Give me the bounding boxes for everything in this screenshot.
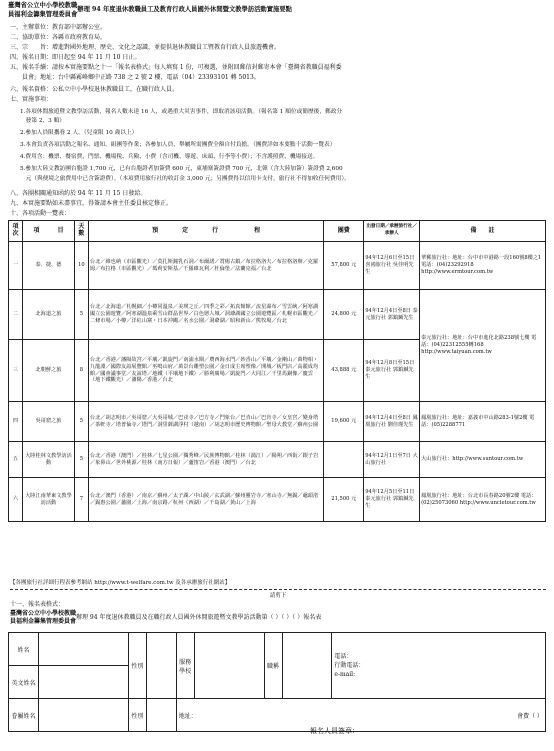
org-line-1: 臺灣省公立中小學校教職 bbox=[8, 2, 78, 9]
row-depart: 94年12月1日至7日 大山旅行社 bbox=[364, 442, 420, 478]
section-5b: 員會」地址：台中縣霧峰鄉中正路 738 之 2 號 2 樓，電話（04）23393101 轉 5013。 bbox=[10, 74, 260, 81]
table-note: 【各團旅行社詳細行程表參考網站 http://www.t-welfare.com.tw 及各承辦旅行社網站】 bbox=[10, 580, 231, 586]
row-item: 北海道之旅 bbox=[22, 290, 74, 340]
item-5: 5.參加大陸文教訪團台胞證 1,700 元，已有台胞證者加簽費 600 元，東埔寨簽證費 700 元，北韓（含大陸加簽）簽證費 2,600 bbox=[20, 166, 343, 172]
title-label: 職稱 bbox=[264, 633, 282, 699]
header-depart: 出發日期／承辦旅行社／承辦人 bbox=[364, 221, 420, 242]
row-fee bbox=[324, 442, 364, 478]
section-3: 三、宗 旨：增進對國外地理、歷史、文化之認識，並提供退休教職員工暨教育行政人員旅遊機會。 bbox=[10, 44, 281, 51]
row-no: 三 bbox=[9, 340, 23, 402]
english-name-field[interactable] bbox=[38, 666, 128, 699]
row-days: 5 bbox=[74, 402, 88, 442]
table-row bbox=[9, 478, 546, 522]
header-no: 項次 bbox=[9, 221, 23, 242]
table-row bbox=[9, 290, 546, 340]
row-item: 北朝鮮之旅 bbox=[22, 340, 74, 402]
email-label: e-mail: bbox=[334, 671, 356, 678]
row-remark: 大山旅行社：http://www.suntour.com.tw bbox=[420, 442, 546, 478]
header-item: 項 目 bbox=[22, 221, 74, 242]
row-days: 8 bbox=[74, 340, 88, 402]
org-line-2: 員福利金籌集管理委員會 bbox=[8, 10, 78, 18]
row-no: 六 bbox=[9, 478, 23, 522]
form-row-1 bbox=[9, 633, 546, 666]
row-item: 吳哥窟之旅 bbox=[22, 402, 74, 442]
row-item: 泰、捷、德 bbox=[22, 242, 74, 290]
header-itinerary: 預 定 行 程 bbox=[88, 221, 323, 242]
item-1: 1.各項休閒旅遊暨文教學訪活動，報名人數未達 16 人，或遇重大災害事件，即取消該項活動。（報名第 1 順位或簡歷後，郵政分 bbox=[20, 109, 343, 115]
row-depart: 94年12月5日至11日 泰元旅行社 郭鎮鍼先生 bbox=[364, 478, 420, 522]
family-gender-label: 性別 bbox=[128, 699, 146, 732]
row-remark: 鳳凰旅行社：地址：台北市長春路20號2樓 電話：(02)25073060 http://www.uncletour.com.tw bbox=[420, 478, 546, 522]
gender-field[interactable] bbox=[146, 633, 176, 699]
address-field[interactable] bbox=[176, 699, 545, 732]
row-itinerary: 台北／胡志明市／吳哥窟／大吳哥城／巴戎寺／巴方寺／鬥象台／巴肯山／巴肯寺／女皇宮／變身塔／茶軒寺／塔普倫寺／塔門／洞里薩湖浮村（越南）／胡志明市歷史博物館／聖母大教堂／蘇州公園 bbox=[88, 402, 323, 442]
form-org-2: 員福利金籌集管理委員會 bbox=[10, 618, 77, 625]
title-field[interactable] bbox=[282, 633, 332, 699]
phone-label: 電話： bbox=[334, 653, 353, 660]
row-itinerary: 台北／香港（澳門）／桂林／七星公園／獨秀峰／民族博物館／桂林（漓江）／陽朔／西街／銀子岩／象鼻山／世外桃源／桂林（南方日報）／蘆笛岩／香港（澳門）／台北 bbox=[88, 442, 323, 478]
row-fee: 24,800 元 bbox=[324, 290, 364, 340]
mobile-label: 行動電話： bbox=[334, 662, 365, 669]
header-days: 天數 bbox=[74, 221, 88, 242]
section-5: 五、報名手續：請按本實施要點之十一「報名表格式」每人填寫 1 份，可複選，並附回郵信封郵寄本會「臺灣省教職員福利委 bbox=[10, 64, 342, 71]
row-remark: 鳳凰旅行社：地址：嘉義市中山路283-1號2樓 電話：(05)2288771 bbox=[420, 402, 546, 442]
form-row-3 bbox=[9, 699, 546, 732]
form-title-right: 活動第（ ）（ ）（ ）報名表 bbox=[249, 614, 322, 621]
row-days: 10 bbox=[74, 242, 88, 290]
contact-field[interactable] bbox=[332, 633, 546, 699]
item-1b: 發第 2、3 順） bbox=[20, 118, 65, 124]
row-item: 大陸桂林文教學訪活動 bbox=[22, 442, 74, 478]
deposit-label: 會費（ ） bbox=[517, 712, 543, 720]
row-itinerary: 台北／香港／瀋陽故宮／平壤／凱旋門／南浦水閘／農西海水門／妙香山／平壤／金剛山／萬物相・九龍淵／國際友誼展覽館／巫鳴山府／萬景台雕塑公園／金日成主席塑像／開城／板門店／高麗成均館／國會議事堂／友誼塔／地鐵（平壤地下鐵）／勝利廣場／凱旋門／大同江／千里馬銅像／慶雲（地下鐵觀光）／瀋陽／香港／台北 bbox=[88, 340, 323, 402]
address-label: 地址： bbox=[178, 712, 197, 720]
document-title: 辦理 94 年度退休教職員工及教育行政人員國外休閒暨文教學訪活動實施要點 bbox=[77, 6, 292, 13]
row-depart: 94年12月8日至15日 泰元旅行社 郭鎮鍼先生 bbox=[364, 340, 420, 402]
section-11: 十一、報名表格式： bbox=[10, 601, 65, 608]
section-10: 十、各項活動一覽表： bbox=[10, 210, 71, 217]
item-5b: 元（與便境之旅費用中已含簽證費）。（本項費用旅行社的收訂金 3,000 元；另團費得以信用卡支付，旅行社不得加收任何費用）。 bbox=[20, 176, 350, 182]
name-label: 姓名 bbox=[9, 633, 39, 666]
table-row bbox=[9, 242, 546, 290]
document-header bbox=[8, 2, 548, 20]
name-field[interactable] bbox=[38, 633, 128, 666]
family-name-label: 眷屬姓名 bbox=[9, 699, 39, 732]
row-remark: 華郵旅行社：地址：台中市中港路一段160號8樓之1 電話：(04)23292918 http://www.ermtour.com.tw bbox=[420, 242, 546, 290]
section-9: 九、本實施要點如未盡事宜，得簽請本會主任委員核定修正。 bbox=[10, 200, 173, 207]
registration-form bbox=[8, 632, 546, 732]
family-gender-field[interactable] bbox=[146, 699, 176, 732]
row-fee: 57,800 元 bbox=[324, 242, 364, 290]
row-no: 五 bbox=[9, 442, 23, 478]
table-header-row bbox=[9, 221, 546, 242]
row-depart: 94年12月4日至8日 泰元旅行社 郭鎮鍼先生 bbox=[364, 290, 420, 340]
school-field[interactable] bbox=[194, 633, 264, 699]
row-days: 5 bbox=[74, 442, 88, 478]
row-itinerary: 台北／澳門（香港）／南京／蘇州／太子湖／中山陵／玄武湖／蘇州靈岩寺／寒山寺／無錫／黿頭渚／錫惠公園／蠡園／上海／南京路／杭州（西湖）／千島湖／黃山／上海 bbox=[88, 478, 323, 522]
row-no: 一 bbox=[9, 242, 23, 290]
row-item: 大陸江南華東文教學訪活動 bbox=[22, 478, 74, 522]
item-3: 3.本會負責各項活動之報名、通知、組團等作業；各參加人員，舉屬所需團費全額自付負擔。（團費詳如本要點十活動一覽表） bbox=[20, 142, 336, 148]
cut-line bbox=[10, 589, 546, 599]
section-2: 二、協助單位：各縣市政府教育局。 bbox=[10, 34, 107, 41]
section-8: 八、各團相關通知函約於 94 年 11 月 15 日發給。 bbox=[10, 190, 147, 197]
row-no: 二 bbox=[9, 290, 23, 340]
row-depart: 94年12月4日至8日 鳳凰旅行社 劉佳瑾先生 bbox=[364, 402, 420, 442]
row-days: 5 bbox=[74, 290, 88, 340]
section-1: 一、主辦單位：教育部中部辦公室。 bbox=[10, 24, 107, 31]
row-itinerary: 台北／維也納（市區觀光）／莫扎斯鐘乳石洞／布爾諾／賞楊古鎮／布拉格洛夫／布拉格洛辦／克羅姆／布拉格（市區觀光）／瑪莉安斯基／千羅維瓦利／杜倫堡／法蘭克福／台北 bbox=[88, 242, 323, 290]
header-fee: 團費 bbox=[324, 221, 364, 242]
table-row bbox=[9, 442, 546, 478]
row-itinerary: 台北／北海道／札幌細／小樽同溫泉／美瑛之丘／四季之彩／拓真館館／流星瀑布／雪雲峽／阿寒湖國立公園遊覽／阿寒湖溫泉乘雪山群晶世界／白色戀人城／洞爺湖國立公園遊覽區／札幌市區觀光／二條市場／小樽／洋紅山寨・日本沖繩／名水公園／洞爺湖／昭和新山／熊牧場／台北 bbox=[88, 290, 323, 340]
row-no: 四 bbox=[9, 402, 23, 442]
gender-label: 性別 bbox=[128, 633, 146, 699]
section-4: 四、報名日期：即日起至 94 年 11 月 10 日止。 bbox=[10, 54, 141, 61]
row-fee: 43,888 元 bbox=[324, 340, 364, 402]
item-4: 4.費用含：機票、餐宿費、門票、機場稅、兵險、小費（含司機、導遊、床頭、行李等小費）；不含護照費、機場接送。 bbox=[20, 154, 319, 160]
english-name-label: 英文姓名 bbox=[9, 666, 39, 699]
school-label: 服務學校 bbox=[176, 633, 194, 699]
item-2: 2.參加人員限攜眷 2 人。（兒童限 10 歲以上） bbox=[20, 130, 138, 136]
signature-line: 報名人員簽章： bbox=[310, 727, 359, 735]
family-name-field[interactable] bbox=[38, 699, 128, 732]
row-remark: 泰元旅行社：地址：台中市進化北路238號七樓 電話：(04)22312555轉168 http://www.taiyuan.com.tw bbox=[420, 290, 546, 402]
cut-line-label: 請剪下 bbox=[269, 593, 287, 599]
form-title bbox=[10, 610, 546, 626]
row-days: 7 bbox=[74, 478, 88, 522]
section-7: 七、實施事項： bbox=[10, 96, 53, 103]
row-depart: 94年12月6日至15日 喜鴻旅行社 吳佳明先生 bbox=[364, 242, 420, 290]
form-org-1: 臺灣省公立中小學校教職 bbox=[10, 610, 77, 617]
form-title-mid: 辦理 94 年度退休教職員及在職行政人員國外休閒旅遊暨文教學訪 bbox=[76, 614, 250, 621]
header-remark: 備 註 bbox=[420, 221, 546, 242]
section-6: 六、報名資格：公私立中小學校退休教職員工，在職行政人員。 bbox=[10, 86, 179, 93]
row-fee: 19,600 元 bbox=[324, 402, 364, 442]
row-fee: 21,500 元 bbox=[324, 478, 364, 522]
table-row bbox=[9, 402, 546, 442]
activity-table bbox=[8, 220, 546, 522]
